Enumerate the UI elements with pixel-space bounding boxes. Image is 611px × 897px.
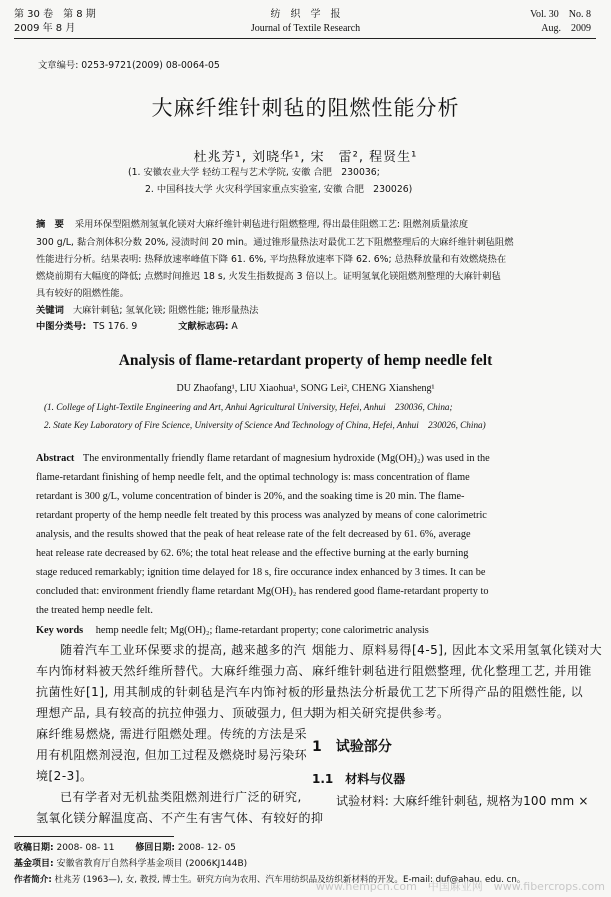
abstract-en-line: the treated hemp needle felt. bbox=[36, 605, 153, 616]
body-right-line: 麻纤维针刺毡进行阻燃整理, 优化整理工艺, 并用锥 bbox=[312, 664, 592, 678]
header-journal-cn: 纺 织 学 报 bbox=[270, 9, 341, 20]
author-bio: 杜兆芳 (1963—), 女, 教授, 博士生。研究方向为农用、汽车用纺织品及纺织新材料的开发。E-mail: duf@ahau. edu. cn。 bbox=[54, 875, 526, 885]
body-left-line: 随着汽车工业环保要求的提高, 越来越多的汽 bbox=[60, 643, 307, 657]
fund-label: 基金项目: bbox=[14, 859, 54, 869]
header-volume: 第 30 卷 第 8 期 bbox=[14, 9, 96, 20]
abstract-cn-line: 300 g/L, 黏合剂体积分数 20%, 浸渍时间 20 min。通过锥形量热法对最优工艺下阻燃整理后的大麻纤维针刺毡阻燃 bbox=[36, 237, 514, 248]
header-rule bbox=[14, 38, 596, 39]
abstract-cn-label: 摘 要 bbox=[36, 219, 64, 230]
keywords-en-label: Key words bbox=[36, 625, 84, 636]
clc-label: 中图分类号: bbox=[36, 321, 87, 332]
title-cn: 大麻纤维针刺毡的阻燃性能分析 bbox=[151, 96, 460, 120]
header-date-en: Aug. 2009 bbox=[541, 23, 591, 34]
body-left-line: 氢氧化镁分解温度高、不产生有害气体、有较好的抑 bbox=[36, 811, 324, 825]
keywords-en: hemp needle felt; Mg(OH)₂; flame-retardant property; cone calorimetric analysis bbox=[95, 625, 429, 636]
body-right-line: 期为相关研究提供参考。 bbox=[312, 706, 450, 720]
body-right-line: 烟能力、原料易得[4-5], 因此本文采用氢氧化镁对大 bbox=[312, 643, 603, 657]
doc-code-label: 文献标志码: bbox=[178, 321, 229, 332]
fund-text: 安徽省教育厅自然科学基金项目 (2006KJ144B) bbox=[56, 859, 248, 869]
section-1-heading: 1 试验部分 bbox=[312, 739, 392, 755]
author-bio-label: 作者简介: bbox=[14, 875, 52, 885]
affil-cn-2: 2. 中国科技大学 火灾科学国家重点实验室, 安徽 合肥 230026) bbox=[145, 184, 413, 195]
abstract-cn-line: 采用环保型阻燃剂氢氧化镁对大麻纤维针刺毡进行阻燃整理, 得出最佳阻燃工艺: 阻燃剂质量浓度 bbox=[74, 219, 469, 230]
body-left-line: 麻纤维易燃烧, 需进行阻燃处理。传统的方法是采 bbox=[36, 727, 308, 741]
body-right-line: 形量热法分析最优工艺下所得产品的阻燃性能, 以 bbox=[312, 685, 584, 699]
abstract-cn-line: 燃烧前期有大幅度的降低; 点燃时间推迟 18 s, 火发生指数提高 3 倍以上。证明氢氧化镁阻燃剂整理的大麻针刺毡 bbox=[36, 271, 501, 282]
abstract-cn-line: 具有较好的阻燃性能。 bbox=[36, 288, 129, 299]
body-left-line: 理想产品, 具有较高的抗拉伸强力、顶破强力, 但大 bbox=[36, 706, 316, 720]
abstract-cn-line: 性能进行分析。结果表明: 热释放速率峰值下降 61. 6%, 平均热释放速率下降 62. 6%; 总热释放量和有效燃烧热在 bbox=[36, 254, 507, 265]
authors-en: DU Zhaofang¹, LIU Xiaohua¹, SONG Lei², CHENG Xiansheng¹ bbox=[176, 383, 435, 394]
body-left-line: 用有机阻燃剂浸泡, 但加工过程及燃烧时易污染环 bbox=[36, 748, 308, 762]
keywords-cn: 大麻针刺毡; 氢氧化镁; 阻燃性能; 锥形量热法 bbox=[72, 305, 259, 316]
revised-date: 2008- 12- 05 bbox=[177, 843, 236, 853]
clc-value: TS 176. 9 bbox=[93, 321, 138, 332]
header-journal-en: Journal of Textile Research bbox=[250, 23, 361, 34]
footnote-rule bbox=[14, 836, 174, 837]
received-label: 收稿日期: bbox=[14, 843, 54, 853]
revised-label: 修回日期: bbox=[135, 843, 175, 853]
abstract-en-line: stage reduced remarkably; ignition time delayed for 18 s, fire occurance index enhanced by 3 times. It can be bbox=[36, 567, 486, 578]
header-vol-en: Vol. 30 No. 8 bbox=[530, 9, 591, 20]
abstract-en-line: heat release rate decreased by 62. 6%; the total heat release and the effective burning at the early burning bbox=[36, 548, 469, 559]
article-number: 文章编号: 0253-9721(2009) 08-0064-05 bbox=[38, 60, 220, 71]
body-left-line: 已有学者对无机盐类阻燃剂进行广泛的研究, bbox=[60, 790, 302, 804]
authors-cn: 杜兆芳¹, 刘晓华¹, 宋 雷², 程贤生¹ bbox=[193, 150, 418, 165]
title-en: Analysis of flame-retardant property of hemp needle felt bbox=[118, 352, 493, 369]
abstract-en-label: Abstract bbox=[36, 453, 75, 464]
received-date: 2008- 08- 11 bbox=[56, 843, 115, 853]
abstract-en-line: retardant property of the hemp needle felt treated by this process was analyzed by means of cone calorimetric bbox=[36, 510, 487, 521]
doc-code-value: A bbox=[231, 321, 238, 332]
body-left-line: 境[2-3]。 bbox=[36, 769, 93, 783]
affil-cn-1: (1. 安徽农业大学 轻纺工程与艺术学院, 安徽 合肥 230036; bbox=[128, 167, 380, 178]
section-1-1-heading: 1.1 材料与仪器 bbox=[312, 772, 406, 786]
header-date: 2009 年 8 月 bbox=[14, 23, 76, 34]
keywords-cn-label: 关键词 bbox=[36, 305, 64, 316]
materials-line: 试验材料: 大麻纤维针刺毡, 规格为100 mm × bbox=[336, 794, 589, 808]
abstract-en-line: flame-retardant finishing of hemp needle felt, and the optimal technology is: mass concentration of flame bbox=[36, 472, 470, 483]
watermark: www.hempcn.com 中国麻业网 www.fibercrops.com bbox=[315, 880, 605, 893]
affil-en-1: (1. College of Light-Textile Engineering and Art, Anhui Agricultural University, Hefei, Anhui 230036, China; bbox=[44, 402, 453, 412]
body-left-line: 车内饰材料被天然纤维所替代。大麻纤维强力高、 bbox=[36, 664, 312, 678]
abstract-en-line: retardant is 300 g/L, volume concentration of binder is 20%, and the soaking time is 20 min. The flame- bbox=[36, 491, 465, 502]
abstract-en-line: concluded that: environment friendly flame retardant Mg(OH)₂ has rendered good flame-retardant property to bbox=[36, 586, 489, 597]
body-left-line: 抗菌性好[1], 用其制成的针刺毡是汽车内饰衬板的 bbox=[36, 685, 314, 699]
abstract-en-line: The environmentally friendly flame retardant of magnesium hydroxide (Mg(OH)₂) was used in the bbox=[82, 453, 490, 464]
affil-en-2: 2. State Key Laboratory of Fire Science, University of Science And Technology of China, Hefei, Anhui 230026, China) bbox=[44, 420, 486, 430]
abstract-en-line: analysis, and the results showed that the peak of heat release rate of the felt decreased by 61. 6%, average bbox=[36, 529, 471, 540]
